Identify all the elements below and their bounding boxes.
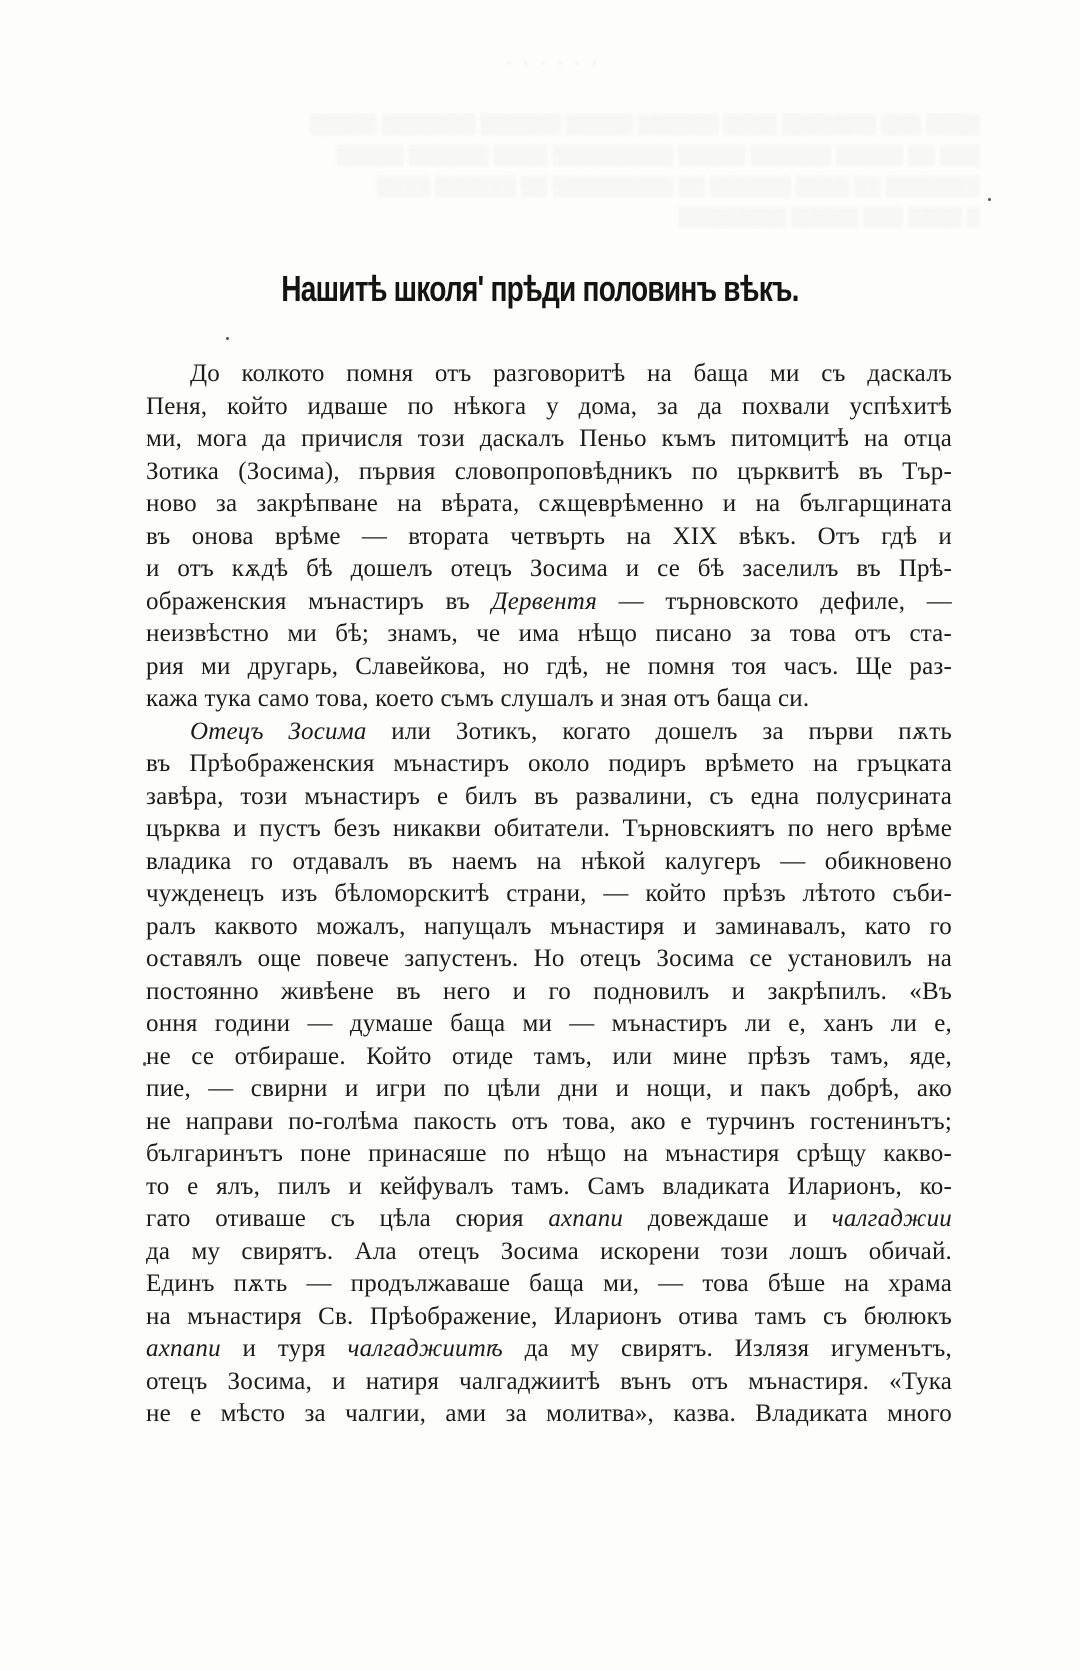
text-line (146, 1236, 952, 1269)
text-span: не направи по-голѣма пакость отъ това, ако е турчинъ гостенинътъ; (146, 1107, 952, 1135)
italic-text-span: чалгаджиитѣ (347, 1335, 503, 1362)
text-span: ми, мога да причисля този даскалъ Пеньо къмъ питомцитѣ на отца (146, 425, 952, 452)
bleed-through-decoration: · · · · · · ▒▒▒▒ ▒▒▒ ▒▒▒▒▒▒▒ ▒▒▒▒ ▒▒▒▒▒▒ ▒▒▒▒▒ ▒▒▒▒▒▒ ▒▒▒▒▒▒▒ ▒▒▒▒▒ ▒▒▒ ▒▒ ▒▒▒▒▒ ▒▒▒▒▒▒ ▒▒▒▒▒ ▒▒▒▒▒▒▒▒▒ ▒▒▒▒ ▒▒▒▒▒▒ ▒▒▒▒▒ ▒▒▒▒▒▒▒ ▒▒ ▒▒▒▒ ▒▒▒▒▒▒ ▒▒ ▒▒▒▒▒▒▒▒▒ ▒▒ ▒▒▒▒▒▒ ▒▒▒▒ ▒ ▒▒▒▒ ▒▒▒ ▒▒▒▒▒ ▒▒▒▒▒▒▒▒ (309, 53, 980, 228)
text-span: — търновското дефиле, — (597, 587, 953, 615)
text-span: пие, — свирни и игри по цѣли дни и нощи, и пакъ добрѣ, ако (146, 1075, 952, 1102)
italic-text-span: ахпапи (146, 1335, 221, 1362)
text-span: ралъ каквото можалъ, напущалъ мънастиря и заминавалъ, като го (146, 912, 952, 940)
text-line (146, 391, 952, 424)
text-line (146, 456, 952, 489)
text-line (146, 943, 952, 976)
text-span: да му свирятъ. Излязя игуменътъ, (502, 1335, 952, 1362)
scan-speck (143, 1062, 146, 1066)
text-line (146, 748, 952, 781)
italic-text-span: Дервентя (491, 587, 598, 615)
text-line (146, 553, 952, 586)
text-span: ображенския мънастиръ въ (146, 587, 492, 615)
scan-speck (226, 337, 229, 340)
italic-text-span: Отецъ Зосима (190, 717, 367, 745)
text-line (146, 521, 952, 554)
text-line (146, 1301, 952, 1334)
text-line (146, 1008, 952, 1041)
text-span: българинътъ поне принасяше по нѣщо на мънастиря срѣщу какво- (146, 1140, 952, 1167)
italic-text-span: ахпапи (548, 1205, 624, 1232)
text-line (146, 716, 952, 749)
text-span: оставялъ още повече запустенъ. Но отецъ Зосима се установилъ на (146, 945, 952, 972)
text-span: довеждаше и (623, 1205, 832, 1232)
text-line (146, 618, 952, 651)
italic-text-span: чалгаджии (831, 1205, 953, 1232)
text-span: не се отбираше. Който отиде тамъ, или мине прѣзъ тамъ, яде, (146, 1042, 952, 1070)
text-line (146, 1073, 952, 1106)
text-line (146, 781, 952, 814)
text-line (146, 1203, 952, 1236)
text-span: постоянно живѣене въ него и го подновилъ и закрѣпилъ. «Въ (146, 977, 952, 1005)
text-line (146, 488, 952, 521)
text-span: владика го отдавалъ въ наемъ на нѣкой калугеръ — обикновено (146, 847, 952, 875)
text-line (146, 586, 952, 619)
text-span: въ Прѣображенския мънастиръ около подиръ врѣмето на гръцката (146, 750, 952, 777)
text-span: да му свирятъ. Ала отецъ Зосима искорени този лошъ обичай. (146, 1237, 952, 1265)
text-span: гато отиваше съ цѣла сюрия (146, 1205, 549, 1232)
text-span: Единъ пѫть — продължаваше баща ми, — това бѣше на храма (146, 1270, 952, 1297)
text-line (146, 1366, 952, 1399)
text-span: въ онова врѣме — втората четвърть на XIX вѣкъ. Отъ гдѣ и (146, 522, 952, 550)
text-line (146, 683, 952, 716)
text-line (146, 358, 952, 391)
text-line (146, 878, 952, 911)
text-line (146, 813, 952, 846)
text-line (146, 1138, 952, 1171)
text-span: Зотика (Зосима), първия словопроповѣдникъ по църквитѣ въ Тър- (146, 457, 952, 485)
text-span: и отъ кѫдѣ бѣ дошелъ отецъ Зосима и се бѣ заселилъ въ Прѣ- (146, 555, 952, 582)
text-span: чужденецъ изъ бѣломорскитѣ страни, — който прѣзъ лѣтото съби- (146, 880, 952, 907)
text-line (146, 651, 952, 684)
text-span: завѣра, този мънастиръ е билъ въ развалини, съ една полусрината (146, 782, 952, 810)
text-span: не е мѣсто за чалгии, ами за молитва», казва. Владиката много (146, 1400, 952, 1427)
scan-speck (988, 198, 991, 201)
text-span: кажа тука само това, което съмъ слушалъ и зная отъ баща си. (146, 685, 810, 712)
text-span: До колкото помня отъ разговоритѣ на баща ми съ даскалъ (190, 360, 952, 387)
text-span: църква и пустъ безъ никакви обитатели. Търновскиятъ по него врѣме (146, 815, 952, 842)
text-line (146, 1333, 952, 1366)
text-span: то е ялъ, пилъ и кейфувалъ тамъ. Самъ владиката Иларионъ, ко- (146, 1172, 952, 1200)
text-line (146, 1106, 952, 1139)
text-line (146, 846, 952, 879)
text-line (146, 1041, 952, 1074)
text-span: или Зотикъ, когато дошелъ за първи пѫть (366, 717, 953, 745)
document-title: Нашитѣ школя' прѣди половинъ вѣкъ. (281, 268, 799, 309)
text-span: рия ми другарь, Славейкова, но гдѣ, не помня тоя часъ. Ще раз- (146, 652, 952, 680)
text-line (146, 423, 952, 456)
text-span: ново за закрѣпване на вѣрата, сѫщеврѣменно и на българщината (146, 490, 952, 517)
text-line (146, 911, 952, 944)
text-span: оння години — думаше баща ми — мънастиръ ли е, ханъ ли е, (146, 1010, 952, 1037)
text-line (146, 1171, 952, 1204)
text-span: отецъ Зосима, и натиря чалгаджиитѣ вънъ отъ мънастиря. «Тука (146, 1367, 952, 1395)
text-line (146, 1398, 952, 1431)
text-span: Пеня, който идваше по нѣкога у дома, за да похвали успѣхитѣ (146, 392, 952, 420)
text-line (146, 976, 952, 1009)
text-span: и туря (220, 1335, 348, 1362)
text-line (146, 1268, 952, 1301)
text-span: неизвѣстно ми бѣ; знамъ, че има нѣщо писано за това отъ ста- (146, 620, 952, 647)
document-body (146, 358, 952, 1431)
text-span: на мънастиря Св. Прѣображение, Иларионъ отива тамъ съ бюлюкъ (146, 1302, 952, 1330)
